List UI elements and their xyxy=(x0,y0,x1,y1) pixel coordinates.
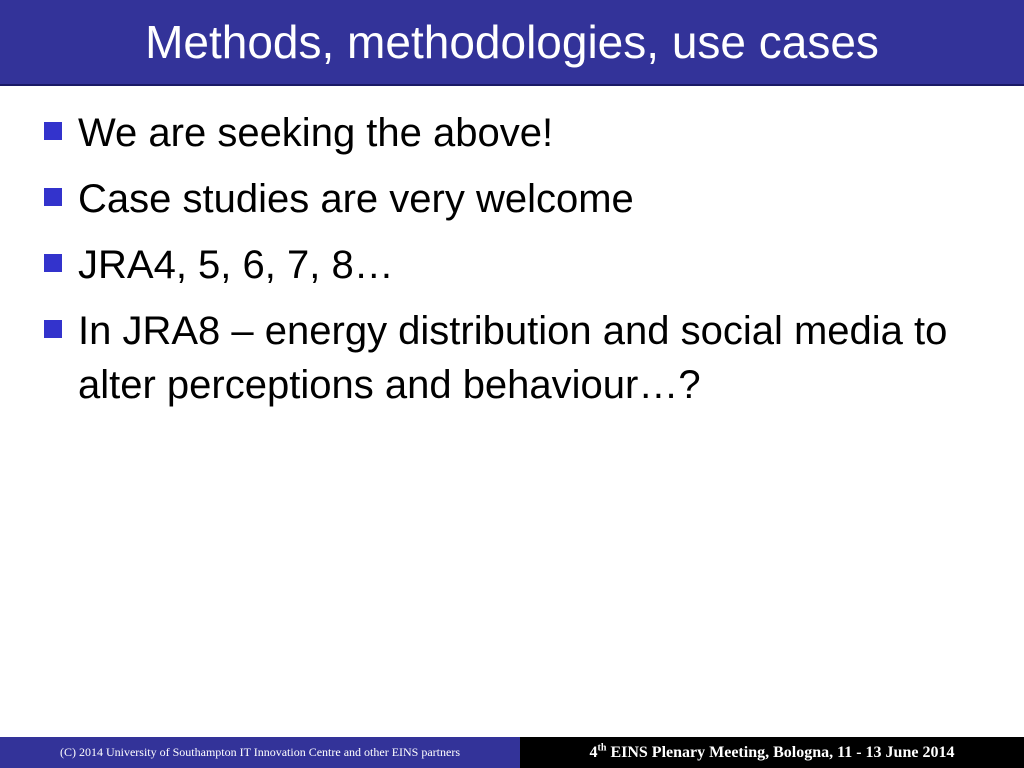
bullet-text: We are seeking the above! xyxy=(78,111,554,155)
bullet-item xyxy=(44,238,984,292)
slide-title: Methods, methodologies, use cases xyxy=(145,16,879,68)
bullet-text: JRA4, 5, 6, 7, 8… xyxy=(78,243,394,287)
bullet-text: Case studies are very welcome xyxy=(78,177,634,221)
footer xyxy=(0,737,1024,768)
meeting-number: 4 xyxy=(589,744,598,761)
bullet-item xyxy=(44,106,984,160)
footer-meeting-info xyxy=(520,737,1024,768)
bullet-item xyxy=(44,172,984,226)
square-bullet-icon xyxy=(44,320,62,338)
square-bullet-icon xyxy=(44,188,62,206)
bullet-item xyxy=(44,304,984,412)
square-bullet-icon xyxy=(44,254,62,272)
title-bar xyxy=(0,0,1024,86)
meeting-ordinal-suffix: th xyxy=(597,742,607,754)
meeting-text: EINS Plenary Meeting, Bologna, 11 - 13 June 2014 xyxy=(606,744,955,761)
footer-copyright: (C) 2014 University of Southampton IT Innovation Centre and other EINS partners xyxy=(0,737,520,768)
bullet-list xyxy=(44,106,984,424)
bullet-text: In JRA8 – energy distribution and social media to alter perceptions and behaviour…? xyxy=(78,309,948,407)
square-bullet-icon xyxy=(44,122,62,140)
